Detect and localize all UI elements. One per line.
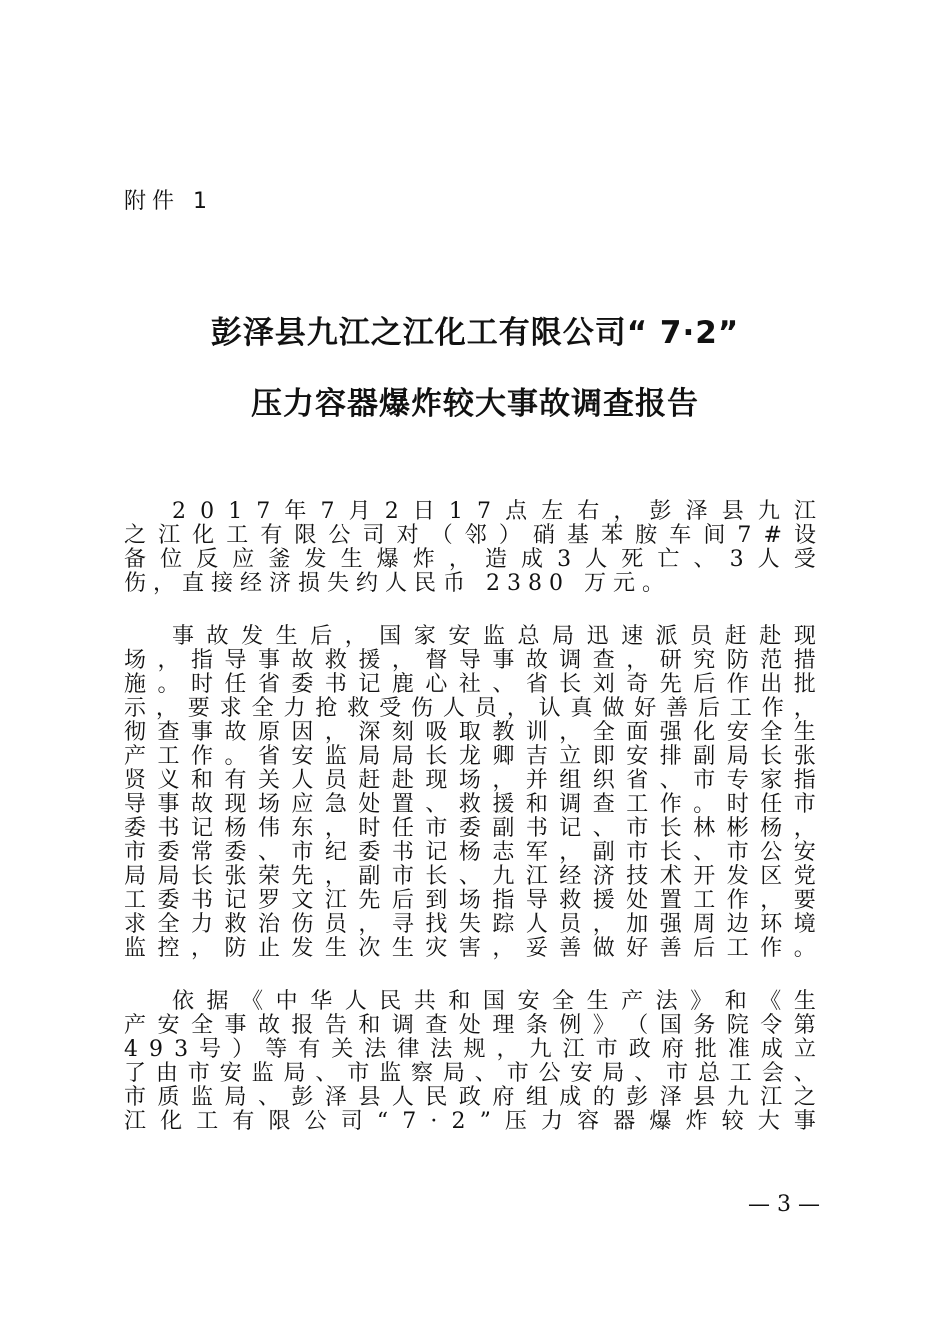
paragraph-line: 导 事 故 现 场 应 急 处 置 、 救 援 和 调 查 工 作 。 时 任 市: [124, 792, 816, 817]
paragraph-line: 工 委 书 记 罗 文 江 先 后 到 场 指 导 救 援 处 置 工 作 ， 要: [124, 888, 816, 913]
report-title-line-2: 压力容器爆炸较大事故调查报告: [251, 386, 699, 422]
paragraph-line: 产 安 全 事 故 报 告 和 调 查 处 理 条 例 》 （ 国 务 院 令 第: [124, 1013, 816, 1038]
paragraph-3: [124, 990, 816, 1134]
paragraph-line: 场 ， 指 导 事 故 救 援 ， 督 导 事 故 调 查 ， 研 究 防 范 措: [124, 648, 816, 673]
report-title-line-1: 彭泽县九江之江化工有限公司“ 7·2”: [210, 315, 740, 351]
paragraph-line: 4 9 3 号 ） 等 有 关 法 律 法 规 ， 九 江 市 政 府 批 准 成 立: [124, 1037, 816, 1062]
paragraph-line: 产 工 作 。 省 安 监 局 局 长 龙 卿 吉 立 即 安 排 副 局 长 张: [124, 744, 816, 769]
paragraph-line: 求 全 力 救 治 伤 员 ， 寻 找 失 踪 人 员 ， 加 强 周 边 环 境: [124, 912, 816, 937]
paragraph-line: 彻 查 事 故 原 因 ， 深 刻 吸 取 教 训 ， 全 面 强 化 安 全 生: [124, 720, 816, 745]
paragraph-line: 监 控 ， 防 止 发 生 次 生 灾 害 ， 妥 善 做 好 善 后 工 作 。: [124, 936, 816, 961]
paragraph-line: 市 委 常 委 、 市 纪 委 书 记 杨 志 军 ， 副 市 长 、 市 公 安: [124, 840, 816, 865]
paragraph-line: 备 位 反 应 釜 发 生 爆 炸 ， 造 成 3 人 死 亡 、 3 人 受: [124, 547, 816, 572]
page-number: — 3 —: [748, 1192, 820, 1217]
paragraph-line: 贤 义 和 有 关 人 员 赶 赴 现 场 ， 并 组 织 省 、 市 专 家 指: [124, 768, 816, 793]
paragraph-line: 2 0 1 7 年 7 月 2 日 1 7 点 左 右 ， 彭 泽 县 九 江: [172, 499, 816, 524]
paragraph-line: 江 化 工 有 限 公 司 “ 7 · 2 ” 压 力 容 器 爆 炸 较 大 事: [124, 1109, 816, 1134]
paragraph-line: 示 ， 要 求 全 力 抢 救 受 伤 人 员 ， 认 真 做 好 善 后 工 作 ，: [124, 696, 816, 721]
paragraph-line: 了 由 市 安 监 局 、 市 监 察 局 、 市 公 安 局 、 市 总 工 会 、: [124, 1061, 816, 1086]
paragraph-line: 伤，直接经济损失约人民币 2380 万元。: [124, 571, 671, 596]
paragraph-line: 事 故 发 生 后 ， 国 家 安 监 总 局 迅 速 派 员 赶 赴 现: [172, 624, 816, 649]
paragraph-line: 施 。 时 任 省 委 书 记 鹿 心 社 、 省 长 刘 奇 先 后 作 出 批: [124, 672, 816, 697]
attachment-label: 附件 1: [124, 189, 213, 214]
paragraph-line: 委 书 记 杨 伟 东 ， 时 任 市 委 副 书 记 、 市 长 林 彬 杨 ，: [124, 816, 816, 841]
paragraph-line: 之 江 化 工 有 限 公 司 对 （ 邻 ） 硝 基 苯 胺 车 间 7 # 设: [124, 523, 816, 548]
paragraph-line: 市 质 监 局 、 彭 泽 县 人 民 政 府 组 成 的 彭 泽 县 九 江 之: [124, 1085, 816, 1110]
paragraph-line: 局 局 长 张 荣 先 ， 副 市 长 、 九 江 经 济 技 术 开 发 区 党: [124, 864, 816, 889]
paragraph-line: 依 据 《 中 华 人 民 共 和 国 安 全 生 产 法 》 和 《 生: [172, 989, 816, 1014]
paragraph-1: [124, 500, 816, 596]
paragraph-2: [124, 625, 816, 961]
